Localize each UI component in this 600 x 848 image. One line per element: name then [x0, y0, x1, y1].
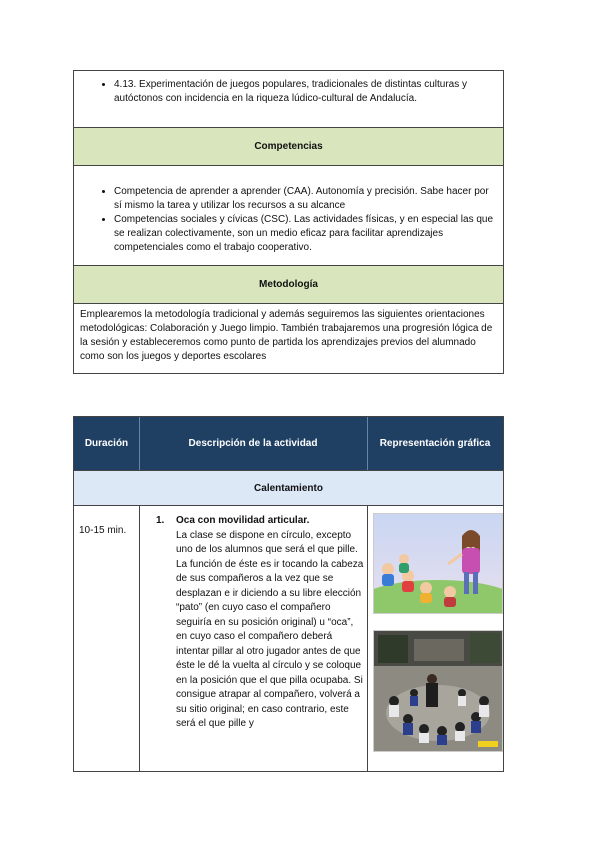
header-duration: Duración [84, 438, 129, 449]
competencias-row [74, 166, 503, 266]
curriculum-table [73, 70, 504, 374]
illustration-cartoon [373, 513, 503, 614]
competencias-list [74, 185, 503, 255]
content-list [74, 78, 503, 106]
divider [367, 417, 368, 470]
illustration-photo [373, 630, 503, 752]
content-row [74, 71, 503, 128]
section-calentamiento: Calentamiento [74, 470, 503, 506]
activity-table [73, 416, 504, 772]
activity-number: 1. [156, 515, 165, 526]
metodologia-row [74, 304, 503, 375]
activity-duration: 10-15 min. [79, 525, 127, 536]
divider [367, 506, 368, 771]
competencias-header [74, 128, 503, 166]
activity-text: La clase se dispone en círculo, excepto uno de los alumnos que será el que pille. La función de éste es ir tocando la cabeza de sus compañeros a la vez que se desplazan e ir diciendo a su libre elección “pato” (en cuyo caso el compañero seguiría en su posición original) u “oca”, en cuyo caso el compañero deberá intentar pillar al otro jugador antes de que éste le dé la vuelta al círculo y se coloque en la posición que el que pilla ocupaba. Si consigue atrapar al compañero, volverá a su sitio original; en caso contrario, este será el que pille y [176, 529, 364, 729]
content-item: • 4.13. Experimentación de juegos populares, tradicionales de distintas culturas y autóctonos con incidencia en la riqueza lúdico-cultural de Andalucía. [114, 78, 503, 106]
activity-title: Oca con movilidad articular. [176, 515, 310, 526]
cartoon-kids-image [374, 514, 502, 613]
children-photo-image [374, 631, 502, 751]
divider [139, 506, 140, 771]
activity-description [156, 514, 366, 732]
header-description: Descripción de la actividad [188, 438, 318, 449]
metodologia-header [74, 266, 503, 304]
competencias-heading: Competencias [254, 141, 323, 152]
competencia-item: • Competencias sociales y cívicas (CSC). Las actividades físicas, y en especial las que se realizan colectivamente, son un medio eficaz para facilitar aprendizajes competenciales como el trabajo cooperativo. [114, 213, 503, 255]
metodologia-text: Emplearemos la metodología tradicional y además seguiremos las siguientes orientaciones metodológicas: Colaboración y Juego limpio. También trabajaremos una progresión lógica de la sesión y estableceremos como punto de partida los aprendizajes previos del alumnado como son los juegos y deportes escolares [80, 309, 493, 362]
header-graphic: Representación gráfica [379, 438, 491, 449]
divider [139, 417, 140, 470]
competencia-item: • Competencia de aprender a aprender (CAA). Autonomía y precisión. Sabe hacer por sí mismo la tarea y utilizar los recursos a su alcance [114, 185, 503, 213]
metodologia-heading: Metodología [259, 279, 318, 290]
